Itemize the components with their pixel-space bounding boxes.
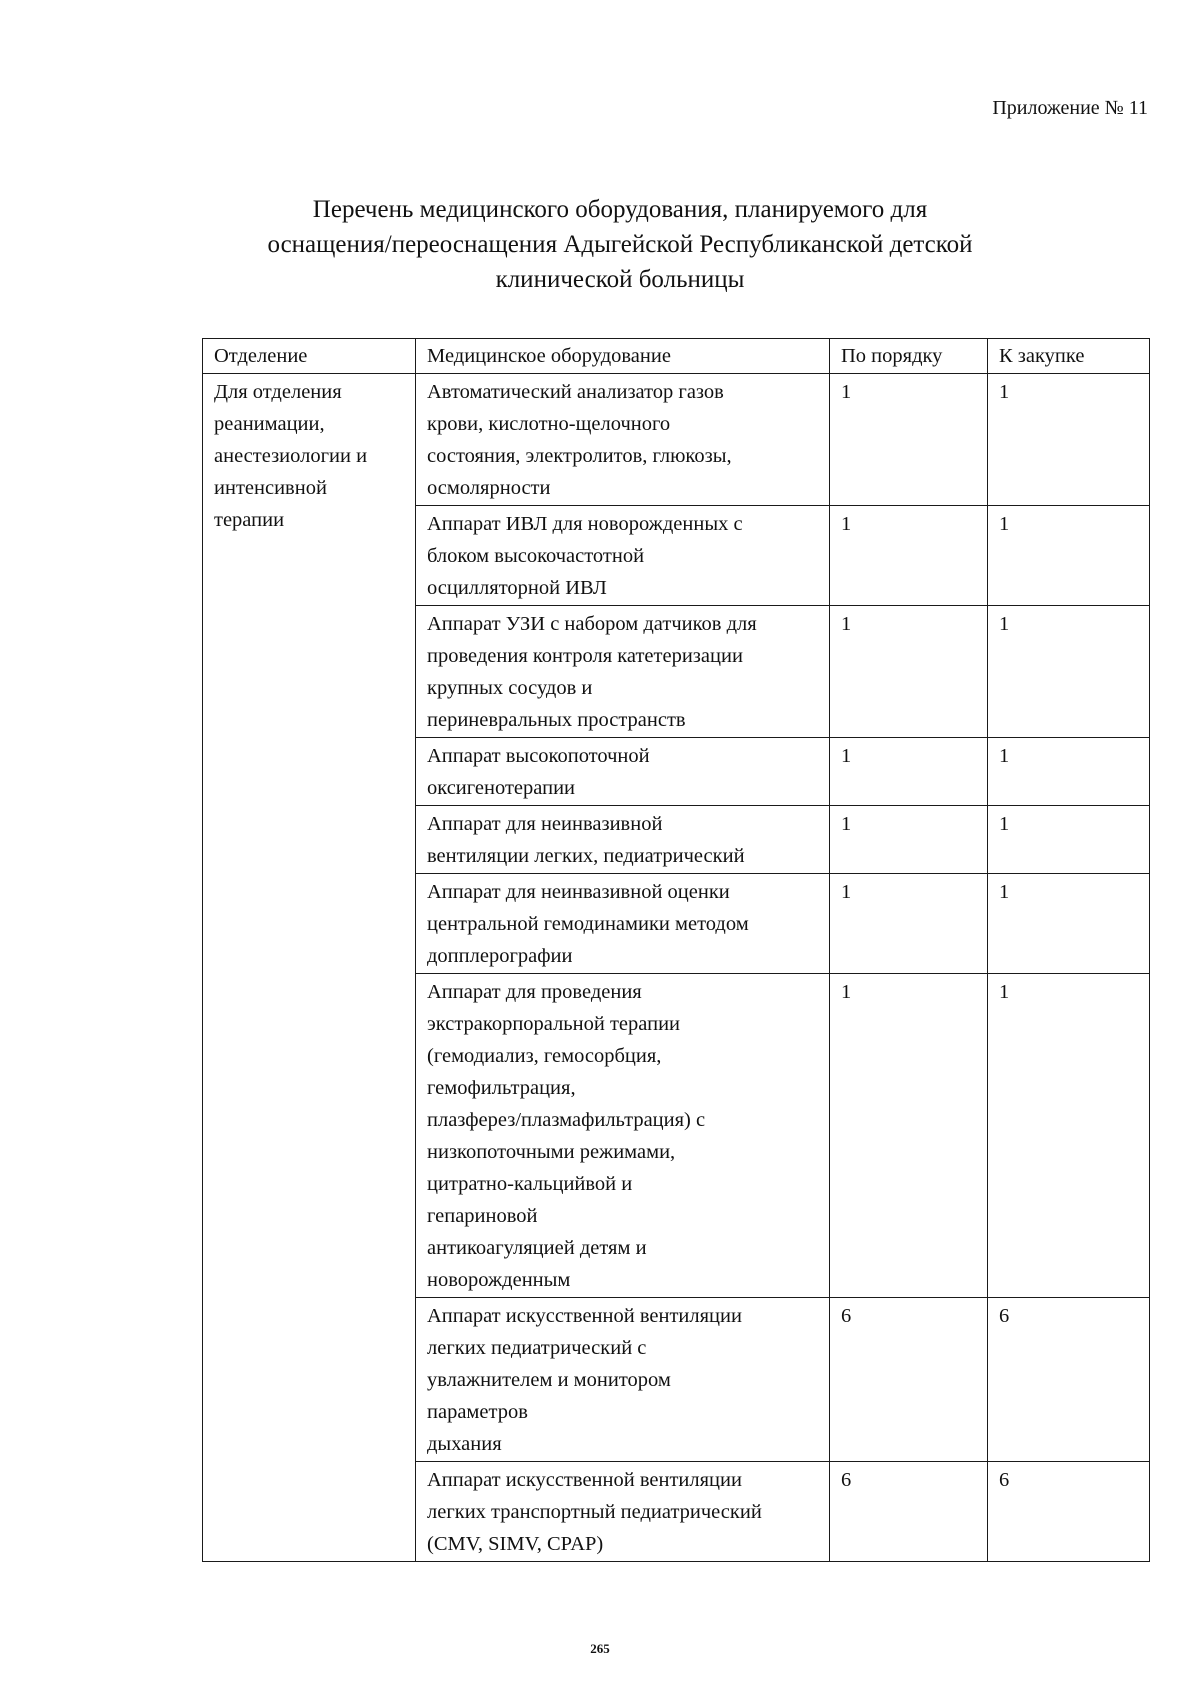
equipment-line: легких транспортный педиатрический	[427, 1501, 762, 1523]
department-line: Для отделения	[214, 381, 342, 403]
equipment-line: цитратно-кальцийвой и	[427, 1173, 633, 1195]
order-cell: 6	[830, 1462, 988, 1562]
equipment-cell	[416, 806, 830, 874]
equipment-line: легких педиатрический с	[427, 1337, 647, 1359]
equipment-line: Аппарат для проведения	[427, 981, 642, 1003]
equipment-line: периневральных пространств	[427, 709, 686, 731]
department-line: реанимации,	[214, 413, 325, 435]
equipment-line: плазферез/плазмафильтрация) с	[427, 1109, 706, 1131]
header-purchase: К закупке	[988, 339, 1150, 374]
title-line: оснащения/переоснащения Адыгейской Республиканской детской	[267, 231, 973, 258]
equipment-line: проведения контроля катетеризации	[427, 645, 743, 667]
equipment-line: Аппарат для неинвазивной оценки	[427, 881, 730, 903]
equipment-table	[202, 338, 1150, 1562]
header-order: По порядку	[830, 339, 988, 374]
purchase-cell: 1	[988, 874, 1150, 974]
table-body	[203, 374, 1150, 1562]
equipment-line: осцилляторной ИВЛ	[427, 577, 607, 599]
document-title	[230, 192, 1010, 297]
equipment-line: Аппарат искусственной вентиляции	[427, 1469, 742, 1491]
equipment-cell	[416, 506, 830, 606]
equipment-line: увлажнителем и монитором	[427, 1369, 671, 1391]
order-cell: 6	[830, 1298, 988, 1462]
department-cell	[203, 374, 416, 1562]
equipment-line: Автоматический анализатор газов	[427, 381, 724, 403]
page-number: 265	[590, 1641, 610, 1656]
equipment-line: (гемодиализ, гемосорбция,	[427, 1045, 662, 1067]
equipment-line: низкопоточными режимами,	[427, 1141, 676, 1163]
purchase-cell: 6	[988, 1298, 1150, 1462]
equipment-line: гемофильтрация,	[427, 1077, 576, 1099]
equipment-cell	[416, 374, 830, 506]
equipment-cell	[416, 974, 830, 1298]
equipment-line: дыхания	[427, 1433, 502, 1455]
equipment-line: допплерографии	[427, 945, 573, 967]
equipment-line: блоком высокочастотной	[427, 545, 645, 567]
equipment-line: Аппарат высокопоточной	[427, 745, 650, 767]
equipment-line: антикоагуляцией детям и	[427, 1237, 647, 1259]
purchase-cell: 1	[988, 374, 1150, 506]
purchase-cell: 1	[988, 738, 1150, 806]
equipment-line: Аппарат ИВЛ для новорожденных с	[427, 513, 743, 535]
equipment-line: Аппарат искусственной вентиляции	[427, 1305, 742, 1327]
title-line: клинической больницы	[495, 266, 745, 293]
department-line: терапии	[214, 509, 285, 531]
equipment-cell	[416, 1462, 830, 1562]
equipment-line: оксигенотерапии	[427, 777, 576, 799]
order-cell: 1	[830, 738, 988, 806]
title-line: Перечень медицинского оборудования, планируемого для	[312, 196, 928, 223]
table-header-row	[203, 339, 1150, 374]
equipment-cell	[416, 738, 830, 806]
header-department: Отделение	[203, 339, 416, 374]
appendix-label: Приложение № 11	[992, 97, 1148, 119]
equipment-cell	[416, 1298, 830, 1462]
equipment-cell	[416, 606, 830, 738]
purchase-cell: 1	[988, 806, 1150, 874]
header-equipment: Медицинское оборудование	[416, 339, 830, 374]
purchase-cell: 1	[988, 974, 1150, 1298]
equipment-line: (CMV, SIMV, CPAP)	[427, 1533, 604, 1555]
department-line: интенсивной	[214, 477, 327, 499]
order-cell: 1	[830, 374, 988, 506]
equipment-line: экстракорпоральной терапии	[427, 1013, 681, 1035]
equipment-line: Аппарат УЗИ с набором датчиков для	[427, 613, 757, 635]
equipment-line: крупных сосудов и	[427, 677, 593, 699]
department-line: анестезиологии и	[214, 445, 368, 467]
equipment-line: новорожденным	[427, 1269, 571, 1291]
purchase-cell: 1	[988, 606, 1150, 738]
order-cell: 1	[830, 874, 988, 974]
equipment-line: осмолярности	[427, 477, 551, 499]
equipment-line: центральной гемодинамики методом	[427, 913, 749, 935]
order-cell: 1	[830, 974, 988, 1298]
equipment-cell	[416, 874, 830, 974]
order-cell: 1	[830, 606, 988, 738]
purchase-cell: 6	[988, 1462, 1150, 1562]
equipment-line: крови, кислотно-щелочного	[427, 413, 671, 435]
order-cell: 1	[830, 806, 988, 874]
equipment-line: гепариновой	[427, 1205, 538, 1227]
equipment-line: Аппарат для неинвазивной	[427, 813, 663, 835]
purchase-cell: 1	[988, 506, 1150, 606]
equipment-line: параметров	[427, 1401, 528, 1423]
order-cell: 1	[830, 506, 988, 606]
equipment-line: состояния, электролитов, глюкозы,	[427, 445, 732, 467]
table-row	[203, 374, 1150, 506]
equipment-line: вентиляции легких, педиатрический	[427, 845, 745, 867]
